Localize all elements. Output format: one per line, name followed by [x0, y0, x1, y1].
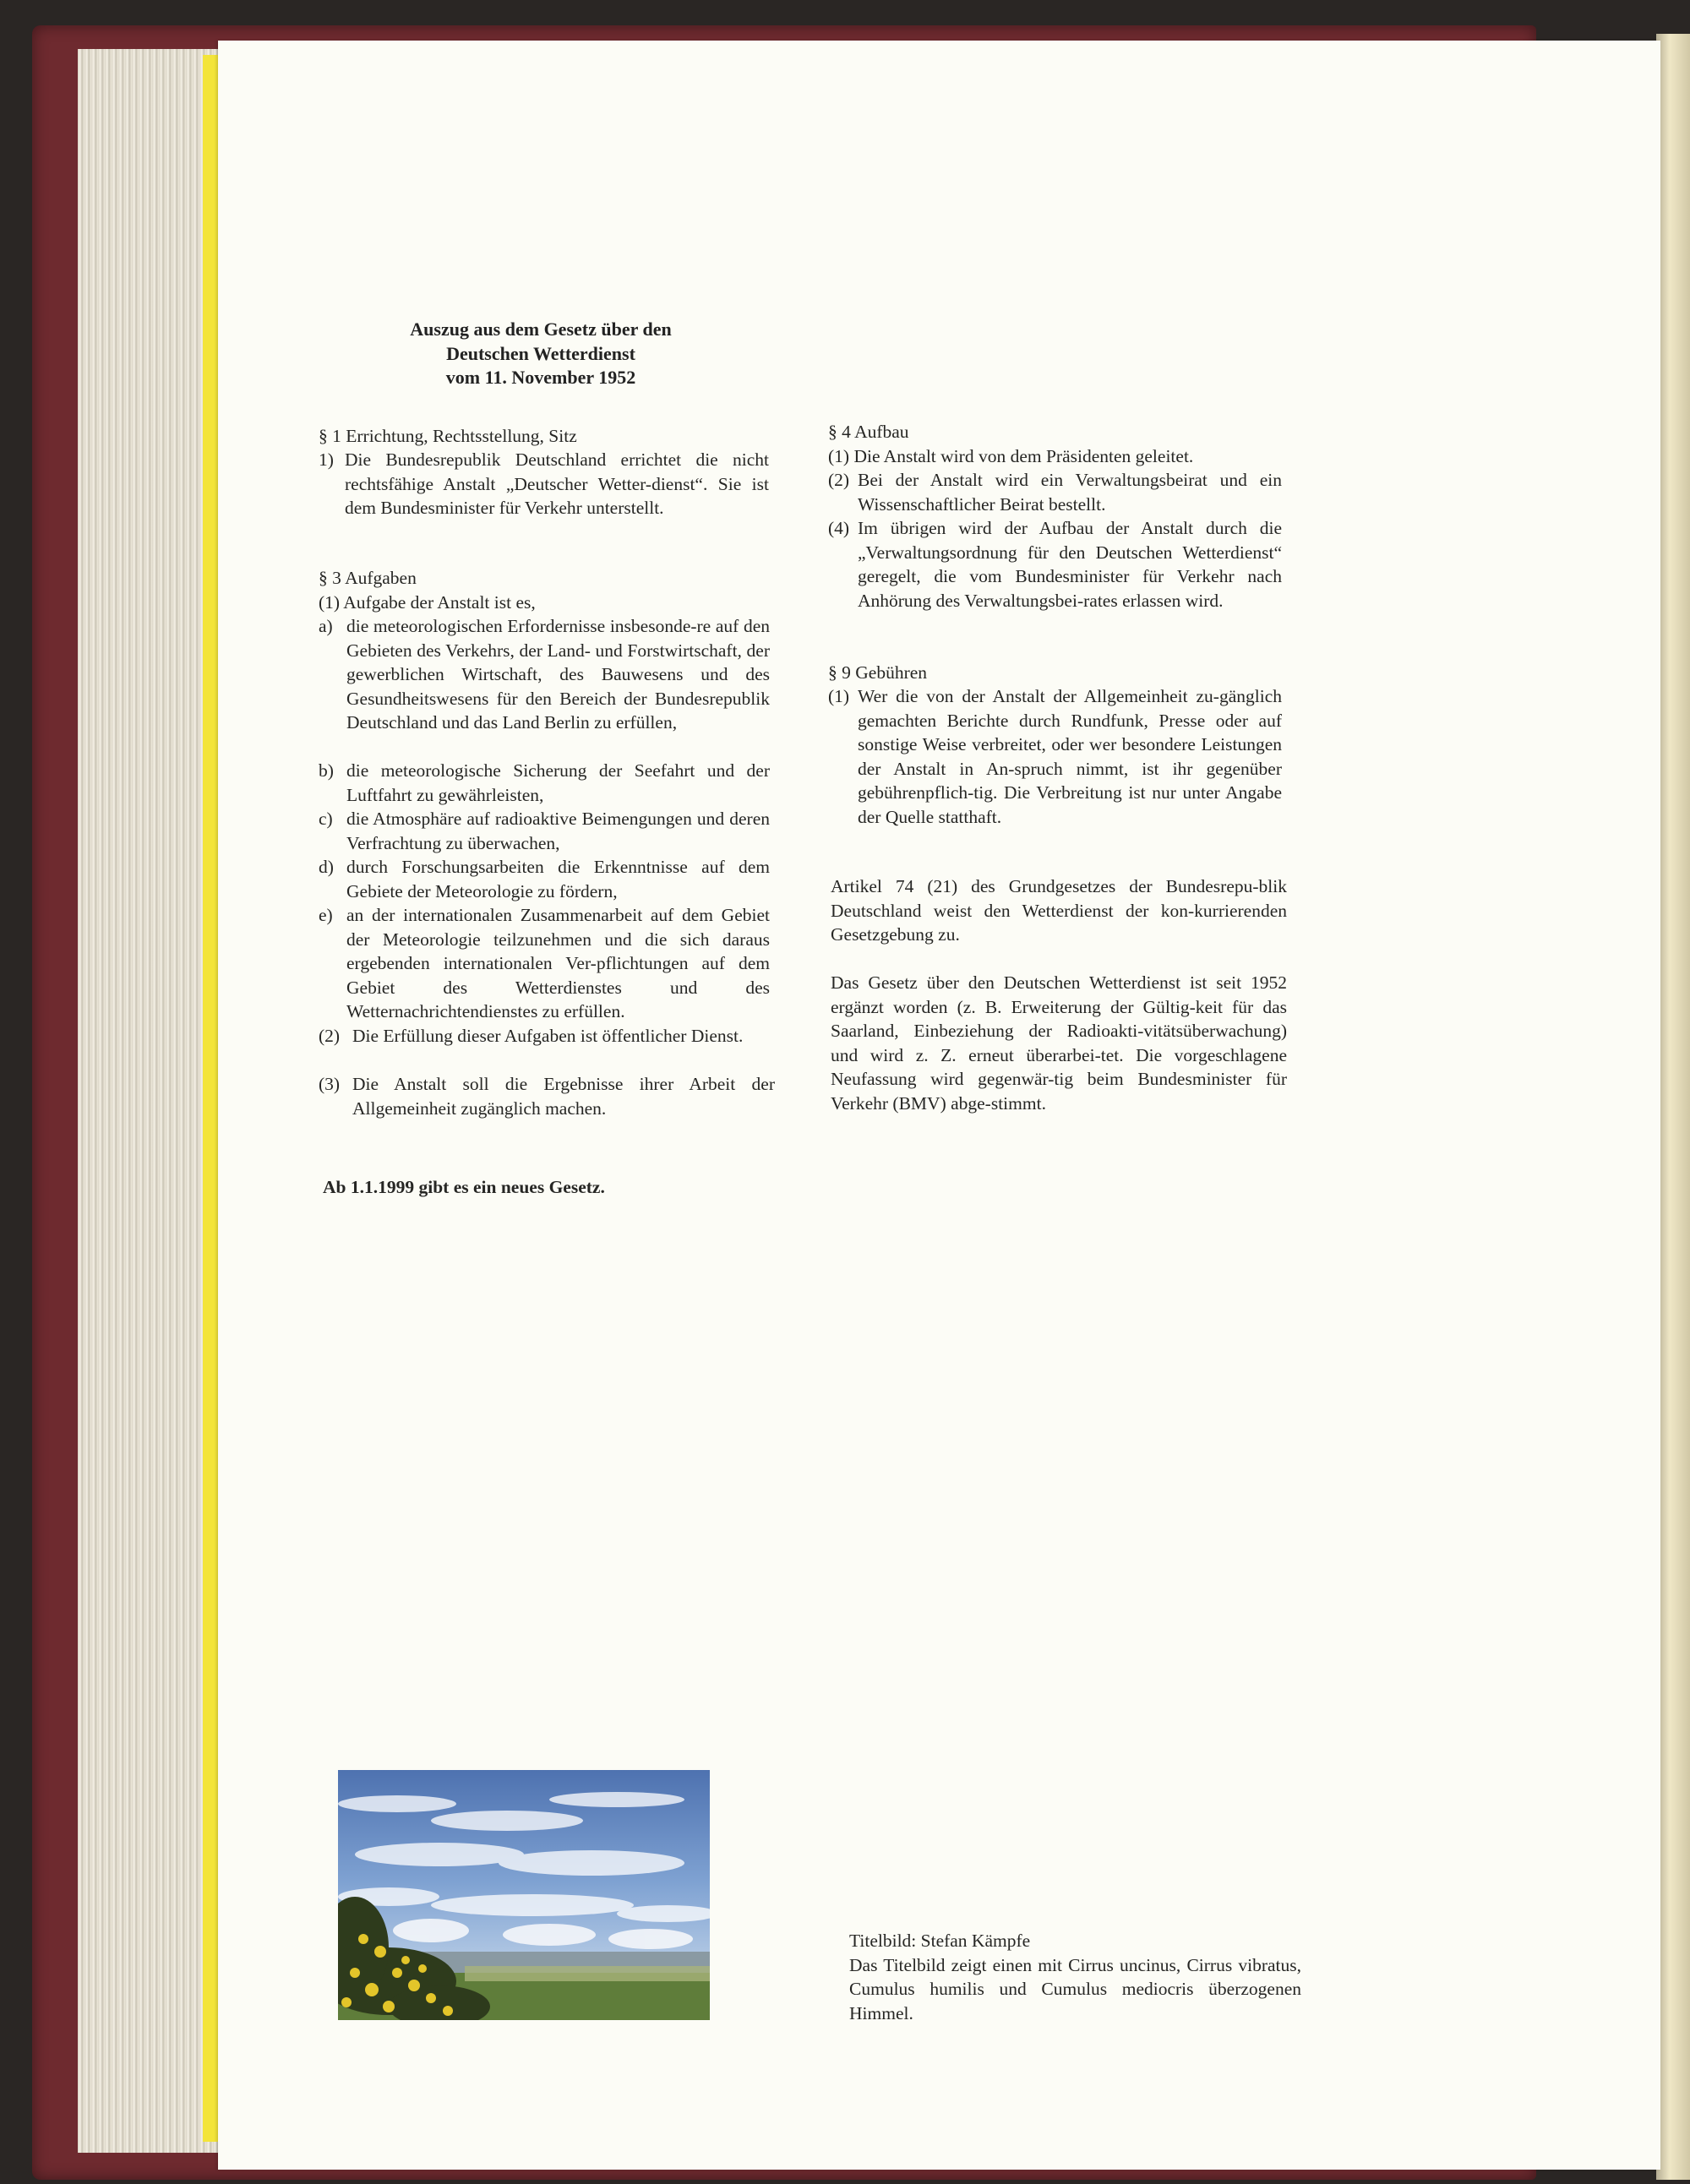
- section-3-item-a: [319, 614, 770, 735]
- item-number: (2): [828, 470, 850, 490]
- section-4-para-1: (1) Die Anstalt wird von dem Präsidenten geleitet.: [828, 446, 1194, 466]
- item-text: durch Forschungsarbeiten die Erkenntnisse auf dem Gebiete der Meteorologie zu fördern,: [346, 857, 770, 901]
- section-4-para-2: [828, 468, 1282, 516]
- section-3-para-1: (1) Aufgabe der Anstalt ist es,: [319, 592, 536, 613]
- item-text: die meteorologische Sicherung der Seefahrt und der Luftfahrt zu gewährleisten,: [346, 760, 770, 805]
- item-text: die meteorologischen Erfordernisse insbesonde-re auf den Gebieten des Verkehrs, der Land- und Forstwirtschaft, der gewerblichen Wirtschaft, des Bauwesens und des Gesundheitswesens für den Bereich der Bundesrepublik Deutschland und das Land Berlin zu erfüllen,: [346, 616, 770, 733]
- title-line-2: Deutschen Wetterdienst: [446, 342, 635, 364]
- item-number: a): [319, 616, 333, 636]
- section-3-item-b: [319, 759, 770, 807]
- item-number: d): [319, 857, 334, 877]
- item-text: Wer die von der Anstalt der Allgemeinheit zu-gänglich gemachten Berichte durch Rundfunk, Presse oder auf sonstige Weise verbreitet, oder wer besondere Leistungen der Anstalt in An-spruch nimmt, ist ihr gegenüber gebührenpflich-tig. Die Verbreitung ist nur unter Angabe der Quelle statthaft.: [858, 686, 1282, 827]
- section-3-para-2: [319, 1024, 775, 1048]
- item-number: b): [319, 760, 334, 781]
- footer-note: Ab 1.1.1999 gibt es ein neues Gesetz.: [323, 1177, 605, 1197]
- item-text: Die Bundesrepublik Deutschland errichtet die nicht rechtsfähige Anstalt „Deutscher Wetter-dienst“. Sie ist dem Bundesminister für Verkehr unterstellt.: [345, 449, 769, 518]
- title-line-1: Auszug aus dem Gesetz über den: [410, 319, 672, 340]
- sky-landscape-image: [338, 1770, 710, 2020]
- title-line-3: vom 11. November 1952: [445, 367, 636, 388]
- item-text: Die Erfüllung dieser Aufgaben ist öffentlicher Dienst.: [352, 1026, 744, 1046]
- item-text: an der internationalen Zusammenarbeit auf dem Gebiet der Meteorologie teilzunehmen und die sich daraus ergebenden internationalen Ver-pflichtungen auf dem Gebiet des Wetterdienstes und des Wetternachrichtendienstes zu erfüllen.: [346, 905, 770, 1021]
- section-4-heading: § 4 Aufbau: [828, 422, 909, 442]
- item-text: Im übrigen wird der Aufbau der Anstalt durch die „Verwaltungsordnung für den Deutschen Wetterdienst“ geregelt, die vom Bundesminister für Verkehr nach Anhörung des Verwaltungsbei-rates erlassen wird.: [858, 518, 1282, 611]
- item-text: die Atmosphäre auf radioaktive Beimengungen und deren Verfrachtung zu überwachen,: [346, 809, 770, 853]
- photo-caption: [849, 1929, 1301, 2025]
- section-3-para-3: [319, 1072, 775, 1120]
- artikel-paragraph: Artikel 74 (21) des Grundgesetzes der Bundesrepu-blik Deutschland weist den Wetterdienst der kon-kurrierenden Gesetzgebung zu.: [831, 876, 1287, 945]
- gesetz-paragraph: Das Gesetz über den Deutschen Wetterdienst ist seit 1952 ergänzt worden (z. B. Erweiterung der Gültig-keit für das Saarland, Einbeziehung der Radioakti-vitätsüberwachung) und wird z. Z. erneut überarbei-tet. Die vorgeschlagene Neufassung wird gegenwär-tig beim Bundesminister für Verkehr (BMV) abge-stimmt.: [831, 972, 1287, 1114]
- caption-description: Das Titelbild zeigt einen mit Cirrus uncinus, Cirrus vibratus, Cumulus humilis und Cumulus mediocris überzogenen Himmel.: [849, 1954, 1301, 2023]
- section-1-heading: § 1 Errichtung, Rechtsstellung, Sitz: [319, 426, 577, 446]
- item-text: Die Anstalt soll die Ergebnisse ihrer Arbeit der Allgemeinheit zugänglich machen.: [352, 1074, 775, 1119]
- right-page-edge: [1656, 34, 1690, 2180]
- section-4-para-4: [828, 516, 1282, 613]
- item-text: Bei der Anstalt wird ein Verwaltungsbeirat und ein Wissenschaftlicher Beirat bestellt.: [858, 470, 1282, 515]
- section-3-item-d: [319, 855, 770, 903]
- item-number: c): [319, 809, 333, 829]
- document-title: [330, 318, 752, 390]
- section-3-item-e: [319, 903, 770, 1024]
- section-1-item-1: [319, 448, 769, 520]
- section-3-heading: § 3 Aufgaben: [319, 568, 417, 588]
- item-number: (3): [319, 1074, 341, 1094]
- section-9-para-1: [828, 684, 1282, 829]
- item-number: (1): [828, 686, 850, 706]
- item-number: 1): [319, 449, 334, 470]
- item-number: (2): [319, 1026, 341, 1046]
- cover-photo: [338, 1770, 710, 2020]
- section-3-item-c: [319, 807, 770, 855]
- caption-credit: Titelbild: Stefan Kämpfe: [849, 1931, 1031, 1951]
- item-number: e): [319, 905, 333, 925]
- item-number: (4): [828, 518, 850, 538]
- section-9-heading: § 9 Gebühren: [828, 662, 928, 683]
